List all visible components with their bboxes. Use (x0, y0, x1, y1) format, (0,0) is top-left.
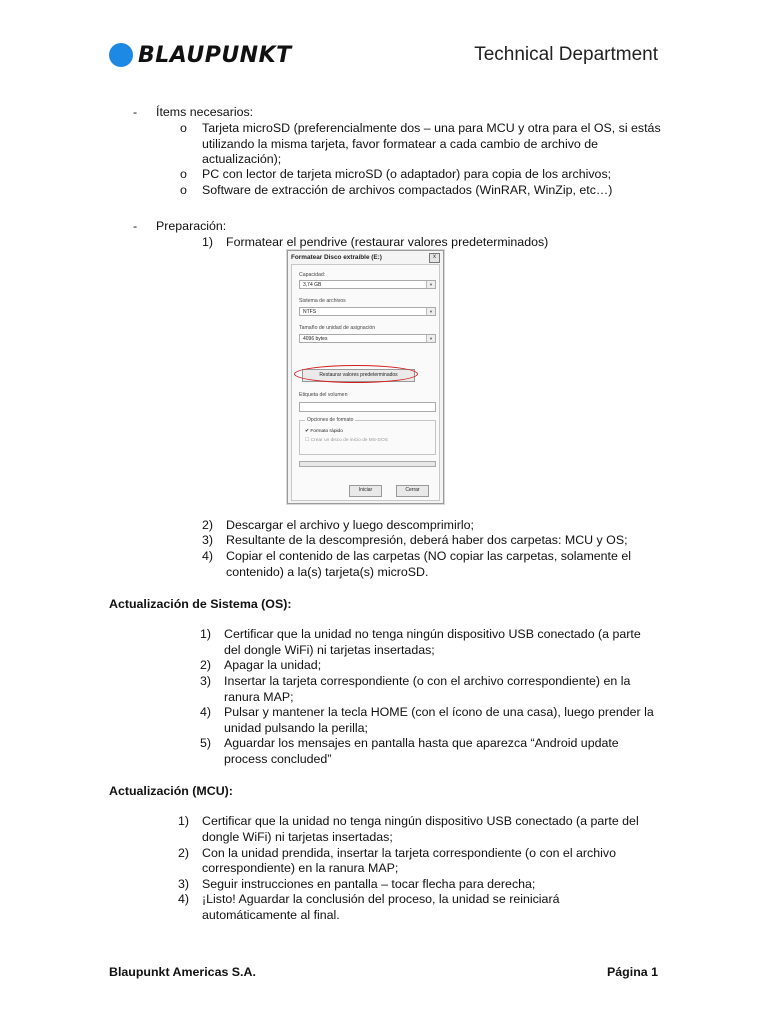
format-options-group (299, 417, 436, 455)
highlight-oval (294, 365, 418, 383)
logo-dot-icon (109, 43, 133, 67)
step-text-cont: unidad pulsando la perilla; (224, 721, 368, 735)
items-title: Ítems necesarios: (156, 105, 254, 119)
msdos-checkbox: ☐ Crear un disco de inicio de MS-DOS (305, 438, 388, 443)
capacity-value: 3,74 GB (303, 282, 322, 288)
list-item: Software de extracción de archivos compactados (WinRAR, WinZip, etc…) (202, 183, 613, 197)
prep-title: Preparación: (156, 219, 227, 233)
step-text: ¡Listo! Aguardar la conclusión del proceso, la unidad se reiniciará (202, 892, 560, 906)
os-section-title: Actualización de Sistema (OS): (109, 597, 292, 611)
step-text: Insertar la tarjeta correspondiente (o con el archivo correspondiente) en la (224, 674, 631, 688)
bullet: - (133, 219, 138, 233)
sub-bullet: o (180, 121, 187, 135)
chevron-down-icon: ▾ (426, 308, 435, 315)
step-text-cont: ranura MAP; (224, 690, 294, 704)
allocation-label: Tamaño de unidad de asignación (299, 325, 376, 331)
step-text: Pulsar y mantener la tecla HOME (con el ícono de una casa), luego prender la (224, 705, 654, 719)
step-text-cont: automáticamente al final. (202, 908, 340, 922)
msdos-label: Crear un disco de inicio de MS-DOS (310, 438, 388, 443)
bullet: - (133, 105, 138, 119)
step-number: 5) (200, 736, 212, 750)
allocation-select (299, 334, 436, 343)
step-number: 4) (200, 705, 212, 719)
step-text: Seguir instrucciones en pantalla – tocar flecha para derecha; (202, 877, 536, 891)
quick-format-label: Formato rápido (310, 429, 343, 434)
step-number: 3) (200, 674, 212, 688)
step-number: 3) (202, 533, 214, 547)
sub-bullet: o (180, 183, 187, 197)
list-item: Tarjeta microSD (preferencialmente dos – una para MCU y otra para el OS, si estás (202, 121, 661, 135)
volume-input (299, 402, 436, 412)
step-text-cont: del dongle WiFi) ni tarjetas insertadas; (224, 643, 435, 657)
capacity-label: Capacidad: (299, 272, 326, 278)
step-text-cont: contenido) a la(s) tarjeta(s) microSD. (226, 565, 429, 579)
brand-name: BLAUPUNKT (138, 42, 292, 68)
start-button: Iniciar (349, 485, 382, 497)
step-number: 1) (202, 235, 214, 249)
step-text: Copiar el contenido de las carpetas (NO copiar las carpetas, solamente el (226, 549, 631, 563)
allocation-value: 4096 bytes (303, 336, 328, 342)
list-item-cont: actualización); (202, 152, 282, 166)
list-item: PC con lector de tarjeta microSD (o adaptador) para copia de los archivos; (202, 167, 612, 181)
brand-logo (109, 42, 292, 68)
step-number: 2) (202, 518, 214, 532)
filesystem-label: Sistema de archivos (299, 298, 346, 304)
footer-page-number: Página 1 (607, 965, 658, 979)
step-text: Con la unidad prendida, insertar la tarjeta correspondiente (o con el archivo (202, 846, 616, 860)
sub-bullet: o (180, 167, 187, 181)
step-number: 2) (200, 658, 212, 672)
step-text-cont: dongle WiFi) ni tarjetas insertadas; (202, 830, 393, 844)
format-dialog-screenshot (287, 250, 444, 504)
quick-format-checkbox: ✔ Formato rápido (305, 429, 343, 434)
step-text: Certificar que la unidad no tenga ningún dispositivo USB conectado (a parte (224, 627, 641, 641)
volume-label: Etiqueta del volumen (299, 392, 348, 398)
format-options-label: Opciones de formato (307, 417, 354, 423)
capacity-select (299, 280, 436, 289)
footer-company: Blaupunkt Americas S.A. (109, 965, 256, 979)
filesystem-value: NTFS (303, 309, 317, 315)
chevron-down-icon: ▾ (426, 281, 435, 288)
step-number: 2) (178, 846, 190, 860)
step-number: 1) (178, 814, 190, 828)
step-text-cont: correspondiente) en la ranura MAP; (202, 861, 399, 875)
step-text-cont: process concluded” (224, 752, 332, 766)
step-text: Resultante de la descompresión, deberá haber dos carpetas: MCU y OS; (226, 533, 628, 547)
mcu-section-title: Actualización (MCU): (109, 784, 233, 798)
step-number: 3) (178, 877, 190, 891)
list-item-cont: utilizando la misma tarjeta, favor formatear a cada cambio de archivo de (202, 137, 599, 151)
chevron-down-icon: ▾ (426, 335, 435, 342)
progress-bar (299, 461, 436, 467)
step-text: Aguardar los mensajes en pantalla hasta que aparezca “Android update (224, 736, 619, 750)
filesystem-select (299, 307, 436, 316)
step-text: Formatear el pendrive (restaurar valores predeterminados) (226, 235, 549, 249)
step-number: 1) (200, 627, 212, 641)
close-button: Cerrar (396, 485, 429, 497)
step-text: Apagar la unidad; (224, 658, 322, 672)
close-icon: x (429, 253, 440, 263)
step-number: 4) (178, 892, 190, 906)
restore-defaults-button: Restaurar valores predeterminados (302, 369, 415, 382)
step-text: Certificar que la unidad no tenga ningún dispositivo USB conectado (a parte del (202, 814, 639, 828)
dialog-title: Formatear Disco extraíble (E:) (291, 254, 382, 261)
step-text: Descargar el archivo y luego descomprimirlo; (226, 518, 474, 532)
department-title: Technical Department (474, 44, 658, 65)
dialog-body (291, 264, 440, 501)
step-number: 4) (202, 549, 214, 563)
